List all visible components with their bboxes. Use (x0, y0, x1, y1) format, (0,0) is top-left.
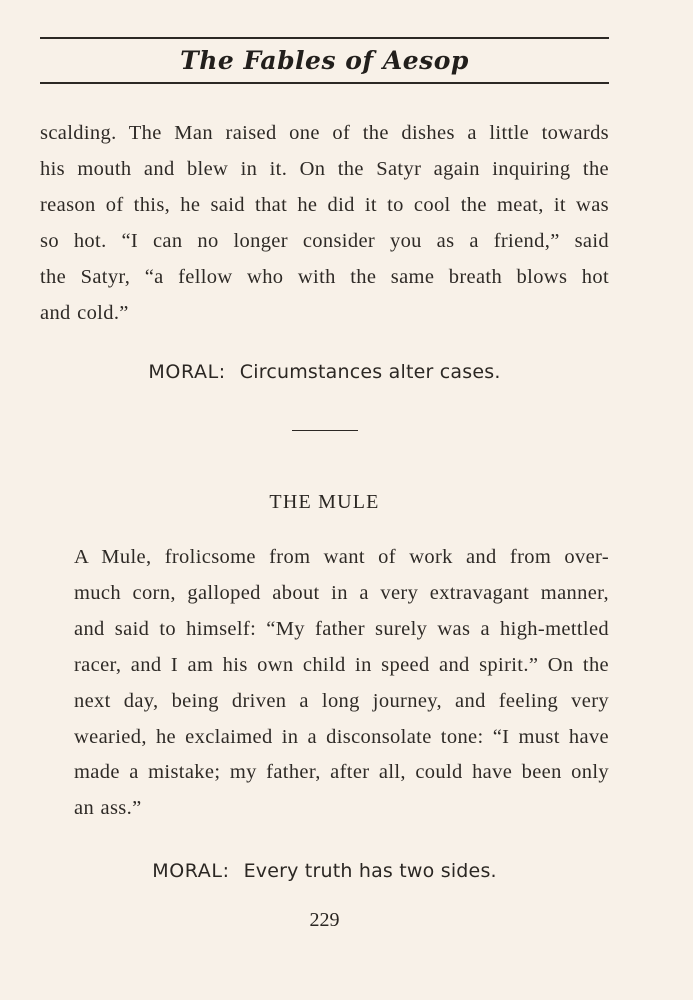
moral-text: Every truth has two sides. (243, 860, 497, 882)
text-line: the Satyr, “a fellow who with the same breath blows hot (40, 265, 609, 288)
section-divider (292, 430, 358, 431)
text-line: next day, being driven a long journey, and feeling very (74, 689, 609, 712)
text-line: much corn, galloped about in a very extravagant manner, (74, 581, 609, 604)
moral-label: MORAL: (152, 860, 230, 882)
text-line: his mouth and blew in it. On the Satyr again inquiring the (40, 157, 609, 180)
text-line: so hot. “I can no longer consider you as a friend,” said (40, 229, 609, 252)
text-line: wearied, he exclaimed in a disconsolate tone: “I must have (74, 725, 609, 748)
header-rule-bottom (40, 82, 609, 84)
fable-text (40, 540, 609, 827)
header-rule-top (40, 37, 609, 39)
text-line: A Mule, frolicsome from want of work and from over- (74, 546, 609, 568)
continued-fable-text (40, 116, 609, 331)
text-line: and cold.” (40, 301, 129, 324)
moral-label: MORAL: (148, 361, 226, 383)
running-head: The Fables of Aesop (180, 46, 469, 75)
text-line: and said to himself: “My father surely was a high-mettled (74, 617, 609, 640)
moral-text: Circumstances alter cases. (239, 361, 501, 383)
text-line: scalding. The Man raised one of the dishes a little towards (40, 122, 609, 144)
moral-mule (40, 858, 609, 884)
text-line: racer, and I am his own child in speed and spirit.” On the (74, 653, 609, 676)
fable-title: THE MULE (269, 491, 380, 513)
moral-satyr (40, 359, 609, 385)
page-number: 229 (309, 909, 340, 931)
text-line: an ass.” (74, 797, 142, 820)
text-line: reason of this, he said that he did it to cool the meat, it was (40, 193, 609, 216)
text-line: made a mistake; my father, after all, could have been only (74, 761, 609, 784)
